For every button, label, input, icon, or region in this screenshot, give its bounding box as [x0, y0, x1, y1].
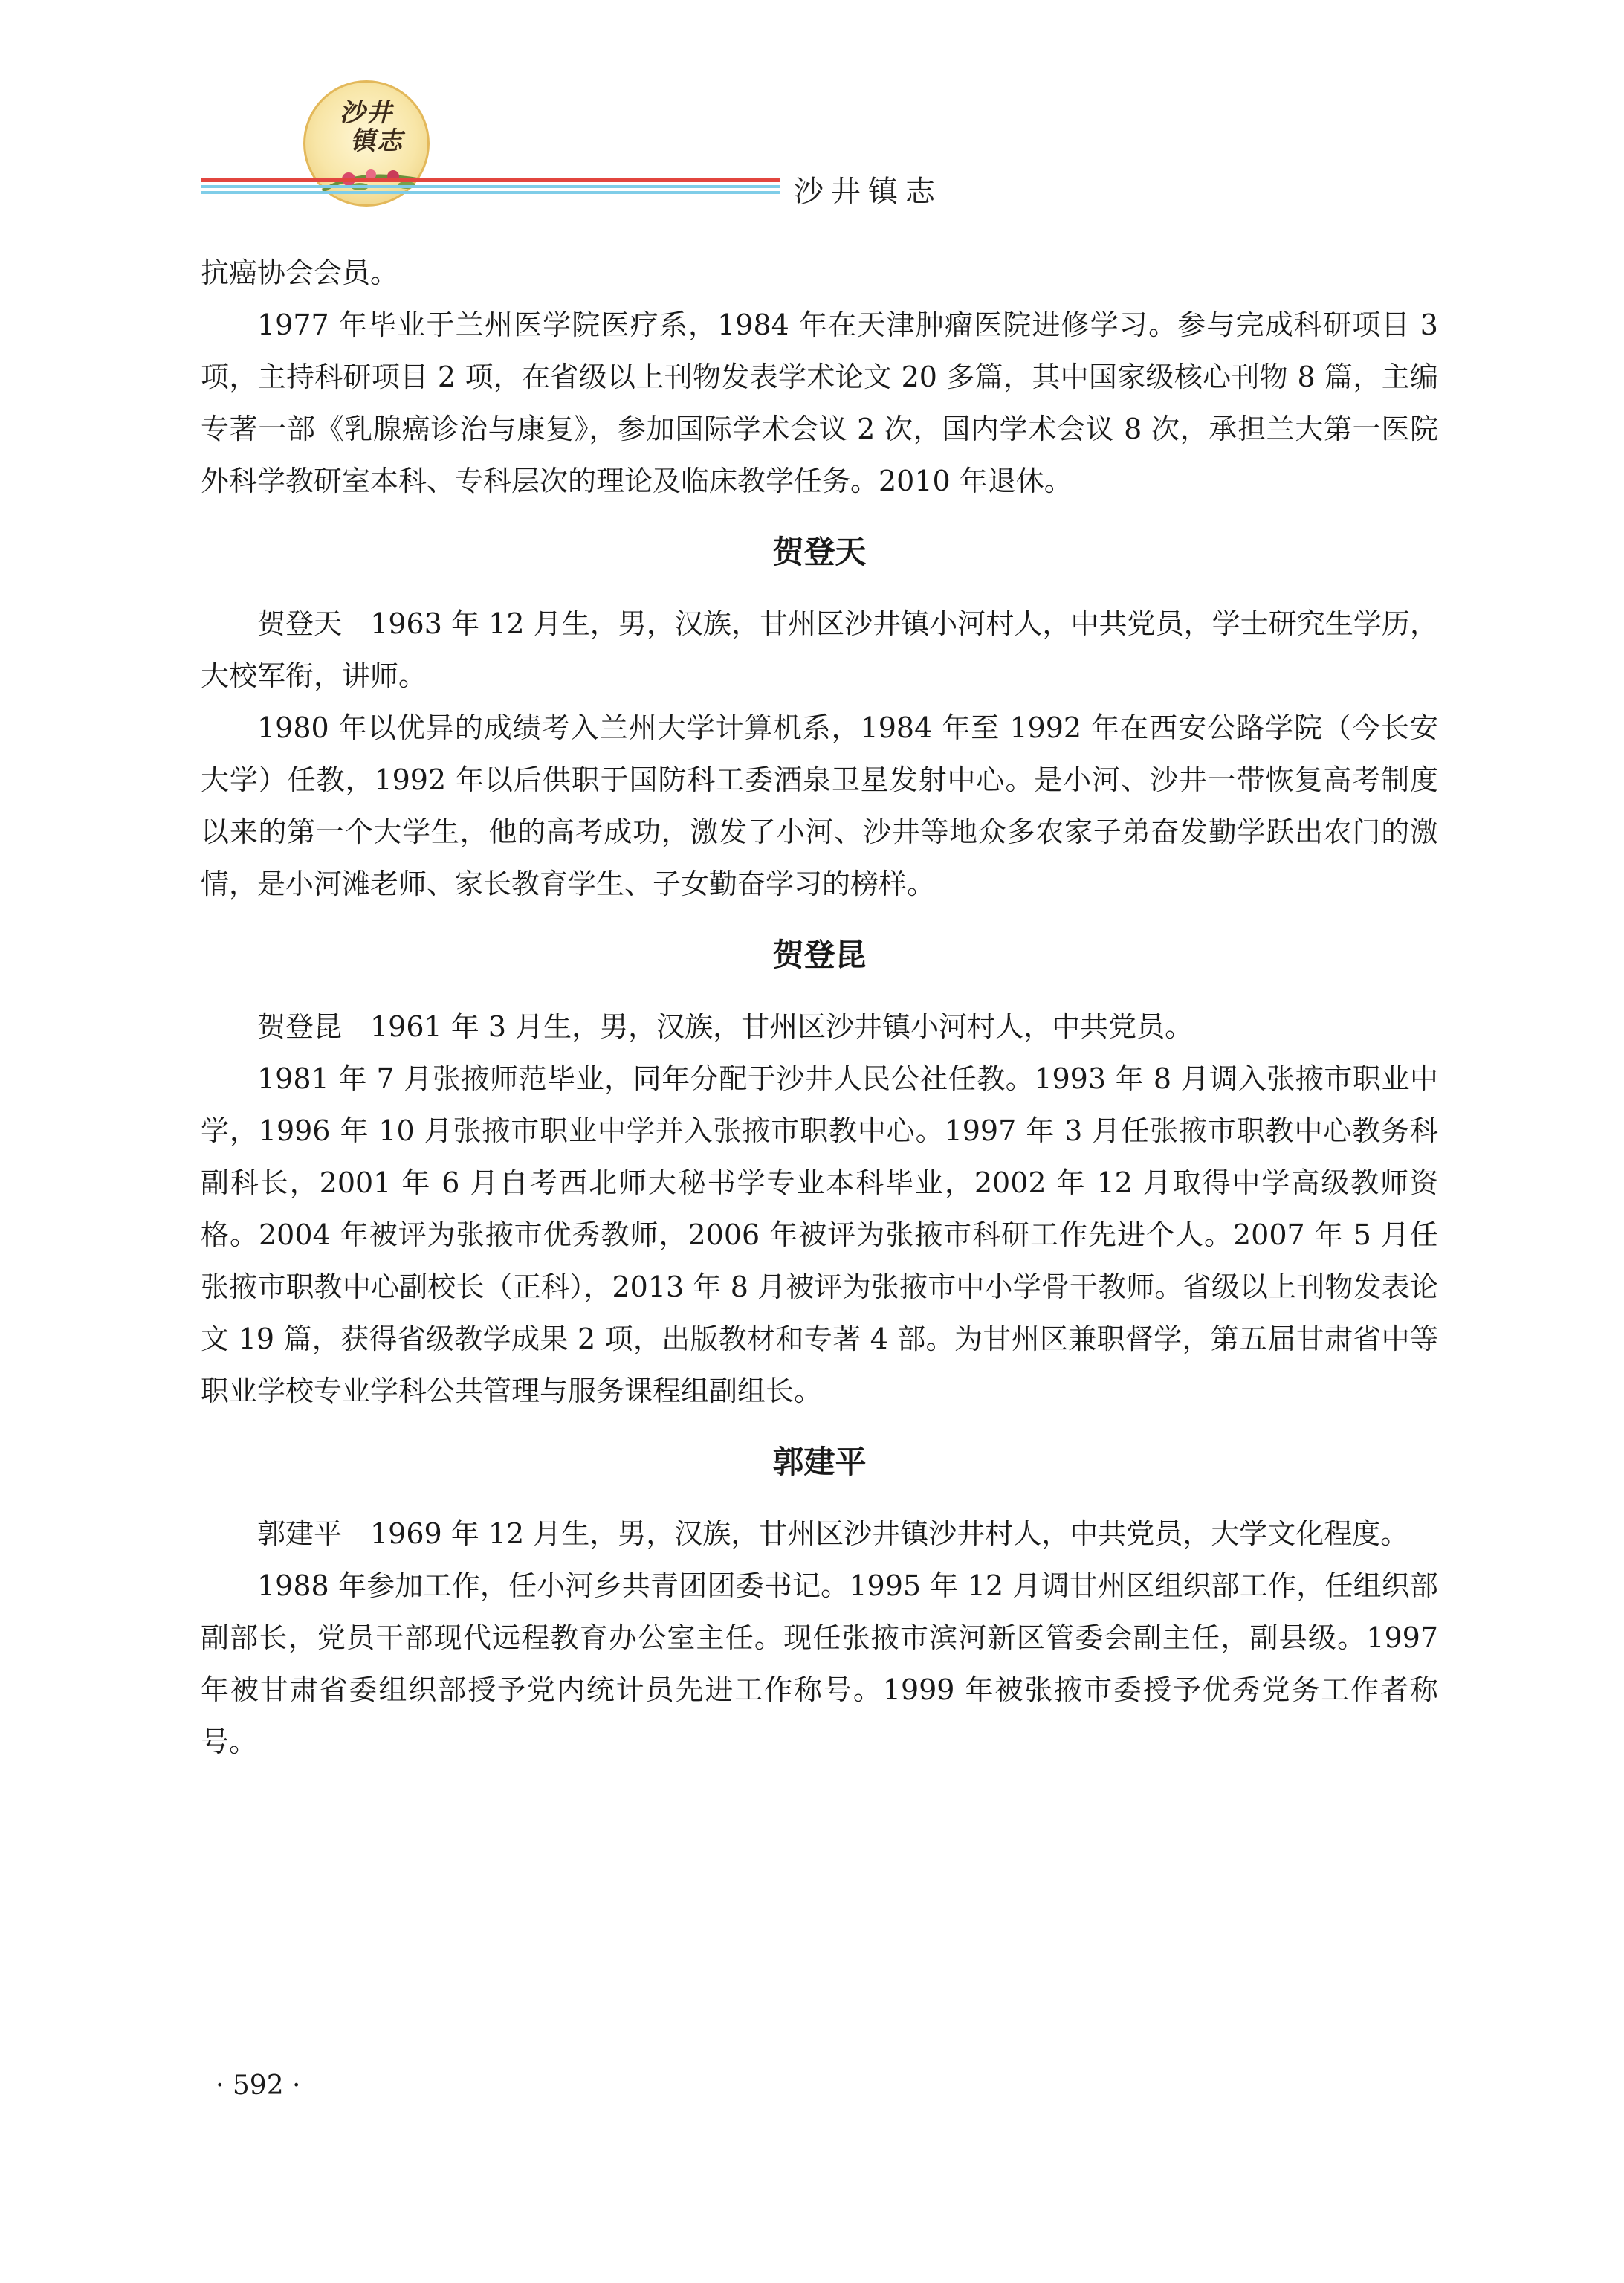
logo-lettering	[305, 99, 427, 155]
section-heading-wrap	[201, 919, 1438, 992]
page-body	[201, 247, 1438, 1768]
paragraph: 1988 年参加工作，任小河乡共青团团委书记。1995 年 12 月调甘州区组织部工作，任组织部副部长，党员干部现代远程教育办公室主任。现任张掖市滨河新区管委会副主任，副县级。1997 年被甘肃省委组织部授予党内统计员先进工作称号。1999 年被张掖市委授予优秀党务工作者称号。	[201, 1569, 1438, 1758]
paragraph: 抗癌协会会员。	[201, 256, 399, 289]
page-number: · 592 ·	[216, 2070, 301, 2101]
header-rule-blue	[201, 191, 780, 194]
paragraph: 郭建平 1969 年 12 月生，男，汉族，甘州区沙井镇沙井村人，中共党员，大学文化程度。	[257, 1517, 1409, 1550]
section-heading-wrap	[201, 516, 1438, 589]
header-rule-red	[201, 178, 780, 182]
paragraph: 1977 年毕业于兰州医学院医疗系，1984 年在天津肿瘤医院进修学习。参与完成科研项目 3 项，主持科研项目 2 项，在省级以上刊物发表学术论文 20 多篇，其中国家级核心刊物 8 篇，主编专著一部《乳腺癌诊治与康复》，参加国际学术会议 2 次，国内学术会议 8 次，承担兰大第一医院外科学教研室本科、专科层次的理论及临床教学任务。2010 年退休。	[201, 309, 1438, 497]
paragraph: 贺登天 1963 年 12 月生，男，汉族，甘州区沙井镇小河村人，中共党员，学士研究生学历，大校军衔，讲师。	[201, 607, 1438, 692]
paragraph: 1980 年以优异的成绩考入兰州大学计算机系，1984 年至 1992 年在西安公路学院（今长安大学）任教，1992 年以后供职于国防科工委酒泉卫星发射中心。是小河、沙井一带恢复高考制度以来的第一个大学生，他的高考成功，激发了小河、沙井等地众多农家子弟奋发勤学跃出农门的激情，是小河滩老师、家长教育学生、子女勤奋学习的榜样。	[201, 711, 1438, 900]
header-rule-blue	[201, 185, 780, 188]
section-heading-wrap	[201, 1426, 1438, 1499]
section-heading: 郭建平	[772, 1444, 867, 1480]
section-heading: 贺登天	[772, 534, 867, 570]
paragraph: 1981 年 7 月张掖师范毕业，同年分配于沙井人民公社任教。1993 年 8 月调入张掖市职业中学，1996 年 10 月张掖市职业中学并入张掖市职教中心。1997 年 3 月任张掖市职教中心教务科副科长，2001 年 6 月自考西北师大秘书学专业本科毕业，2002 年 12 月取得中学高级教师资格。2004 年被评为张掖市优秀教师，2006 年被评为张掖市科研工作先进个人。2007 年 5 月任张掖市职教中心副校长（正科），2013 年 8 月被评为张掖市中小学骨干教师。省级以上刊物发表论文 19 篇，获得省级教学成果 2 项，出版教材和专著 4 部。为甘州区兼职督学，第五届甘肃省中等职业学校专业学科公共管理与服务课程组副组长。	[201, 1062, 1438, 1407]
paragraph: 贺登昆 1961 年 3 月生，男，汉族，甘州区沙井镇小河村人，中共党员。	[257, 1010, 1194, 1043]
logo-line-1: 沙井	[340, 98, 393, 128]
logo-line-2: 镇志	[350, 126, 404, 156]
running-title: 沙井镇志	[794, 175, 942, 209]
page-header	[0, 0, 1624, 223]
section-heading: 贺登昆	[772, 937, 867, 973]
